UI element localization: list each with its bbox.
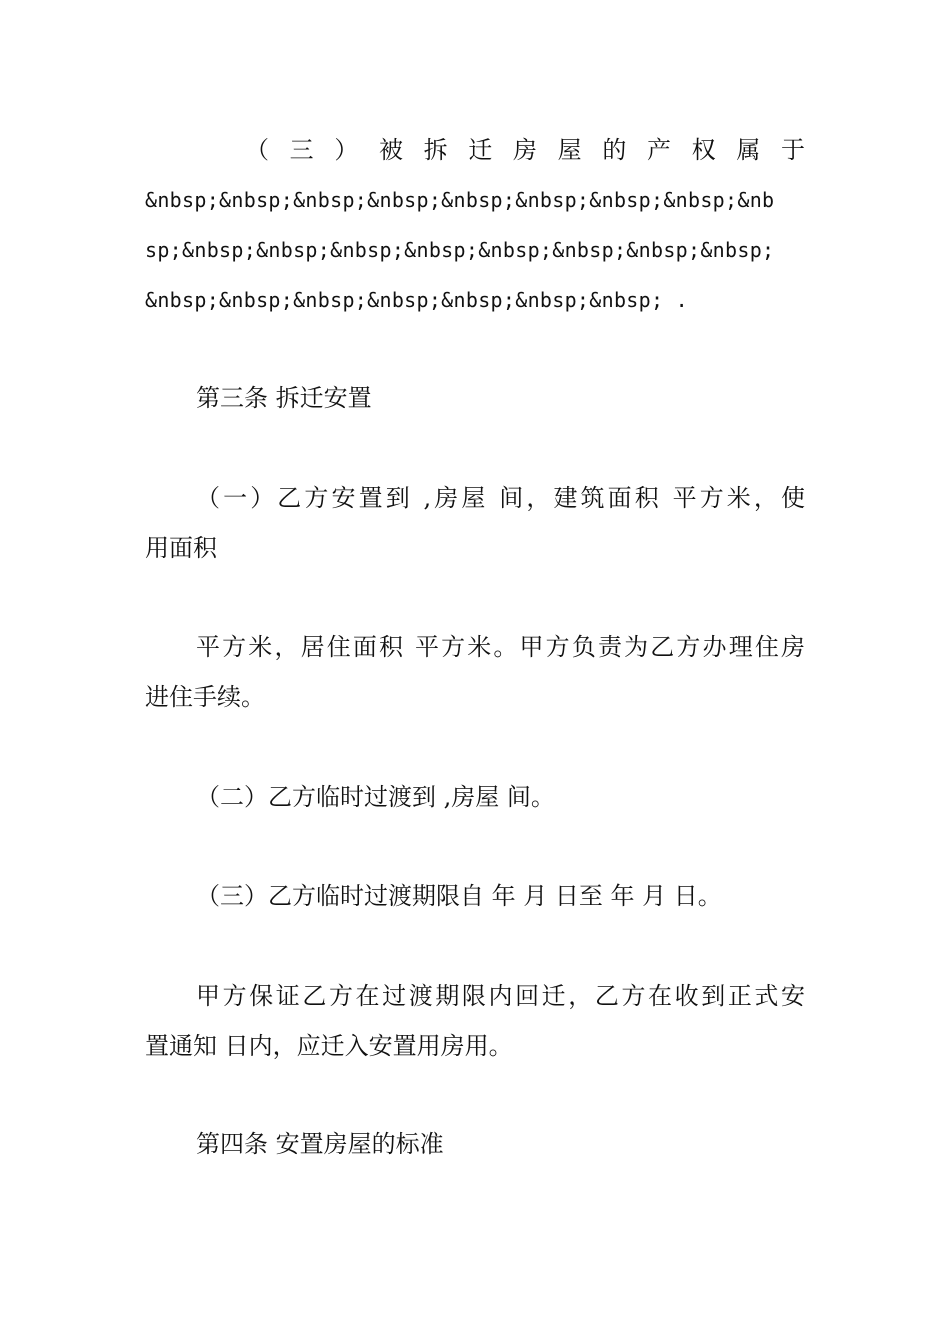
clause-3-title: （三）被拆迁房屋的产权属于 — [245, 136, 805, 164]
para-5-line-1: 甲方保证乙方在过渡期限内回迁，乙方在收到正式安 — [196, 982, 805, 1010]
para-5-line-2: 置通知 日内，应迁入安置用房用。 — [145, 1032, 513, 1060]
nbsp-text-line-1: &nbsp;&nbsp;&nbsp;&nbsp;&nbsp;&nbsp;&nbsp;&nbsp;&nb — [145, 188, 775, 212]
nbsp-text-line-2: sp;&nbsp;&nbsp;&nbsp;&nbsp;&nbsp;&nbsp;&nbsp;&nbsp; — [145, 238, 775, 262]
para-2-line-1: 平方米，居住面积 平方米。甲方负责为乙方办理住房 — [196, 633, 805, 661]
nbsp-text-line-3: &nbsp;&nbsp;&nbsp;&nbsp;&nbsp;&nbsp;&nbsp; . — [145, 288, 689, 312]
para-4: （三）乙方临时过渡期限自 年 月 日至 年 月 日。 — [196, 882, 722, 910]
para-2-line-2: 进住手续。 — [145, 683, 265, 711]
article-3-heading: 第三条 拆迁安置 — [196, 384, 372, 412]
para-1-line-1: （一）乙方安置到 ,房屋 间，建筑面积 平方米，使 — [196, 484, 805, 512]
article-4-heading: 第四条 安置房屋的标准 — [196, 1130, 444, 1158]
para-1-line-2: 用面积 — [145, 534, 217, 562]
para-3: （二）乙方临时过渡到 ,房屋 间。 — [196, 783, 555, 811]
